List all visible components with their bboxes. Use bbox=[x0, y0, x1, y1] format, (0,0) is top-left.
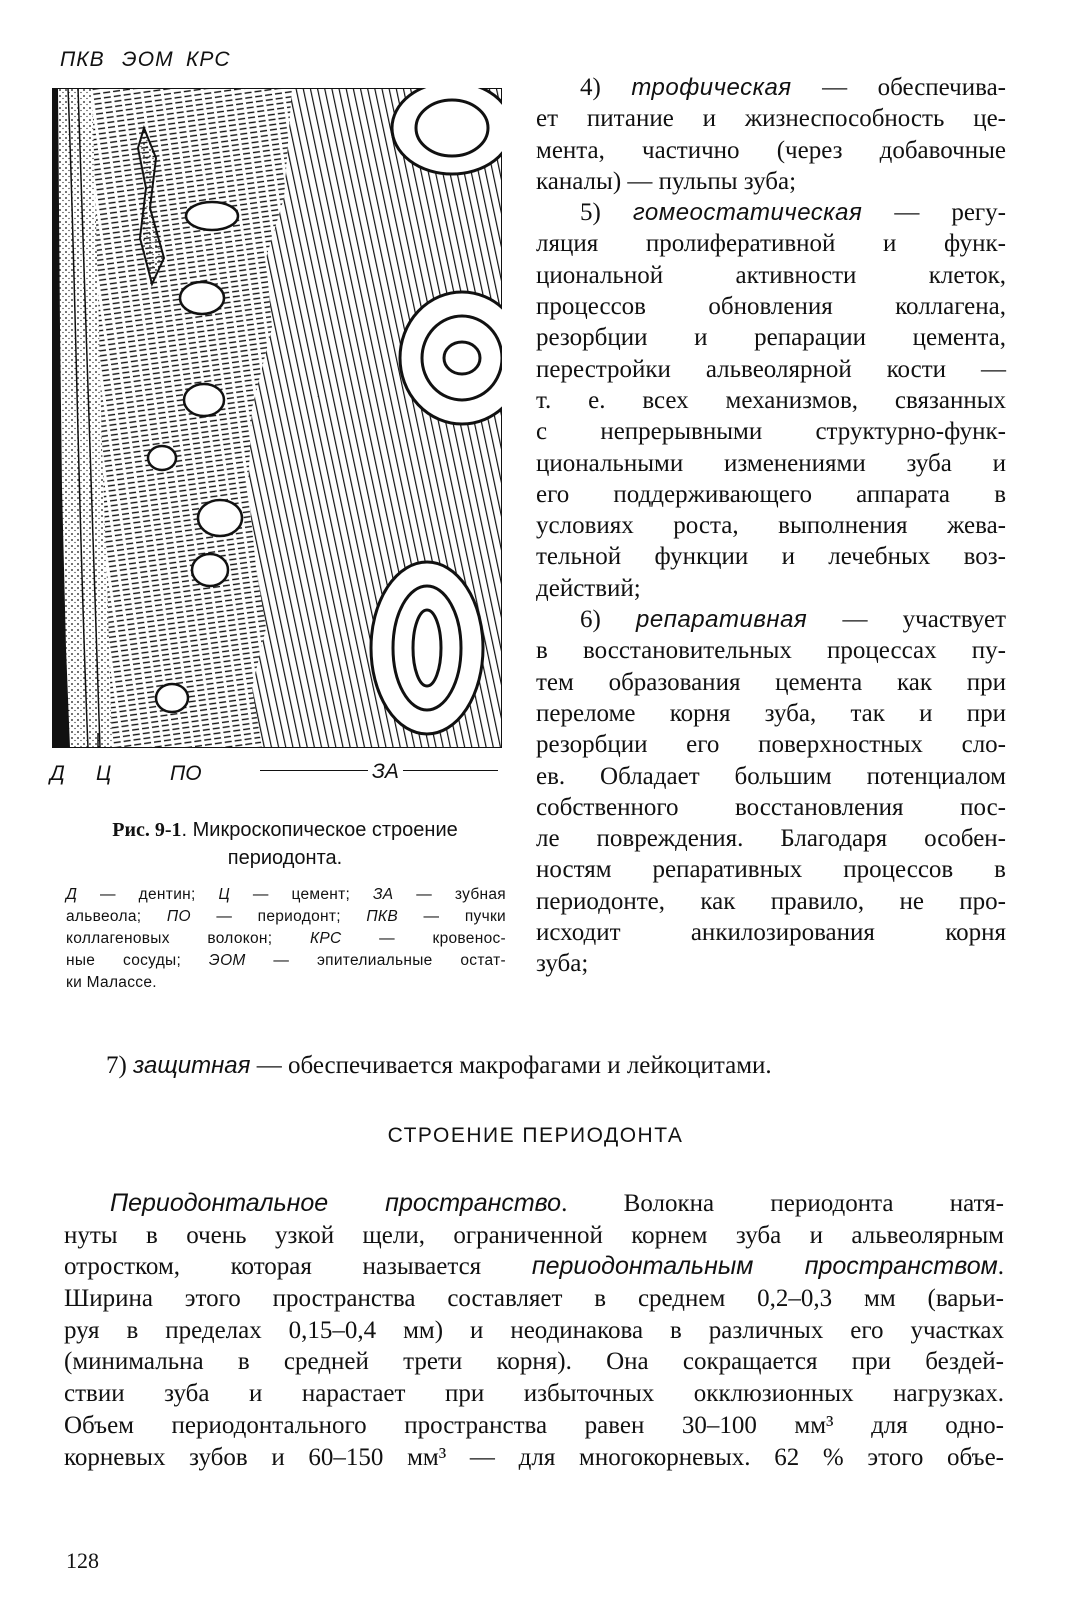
caption-number: Рис. 9-1 bbox=[112, 819, 182, 841]
text-line: Периодонтальное пространство. Волокна периодонта натя- bbox=[110, 1189, 1004, 1217]
figure-legend bbox=[66, 884, 506, 994]
legend-line: альвеола; ПО — периодонт; ПКВ — пучки bbox=[66, 908, 507, 925]
text-line: зуба; bbox=[536, 950, 589, 978]
caption-title: . Микроскопическое строение bbox=[181, 819, 458, 841]
text-line: его поддерживающего аппарата в bbox=[536, 480, 1006, 508]
text-line: мента, частично (через добавочные bbox=[536, 136, 1006, 164]
text-line: исходит анкилозирования корня bbox=[536, 919, 1006, 947]
label-ts: Ц bbox=[96, 762, 112, 785]
text-line: Объем периодонтального пространства равен 30–100 мм³ для одно- bbox=[64, 1411, 1004, 1439]
text-line: ляция пролиферативной и функ- bbox=[536, 230, 1006, 258]
text-line: циональными изменениями зуба и bbox=[536, 449, 1006, 477]
text-line: ностям репаративных процессов в bbox=[536, 856, 1006, 884]
text-line: (минимальна в средней трети корня). Она сокращается при бездей- bbox=[64, 1348, 1004, 1376]
label-krs: КРС bbox=[186, 48, 231, 71]
text-line: условиях роста, выполнения жева- bbox=[536, 512, 1006, 540]
text-line: действий; bbox=[536, 574, 641, 602]
section-heading: СТРОЕНИЕ ПЕРИОДОНТА bbox=[387, 1124, 684, 1147]
label-eom: ЭОМ bbox=[122, 48, 174, 71]
text-line: с непрерывными структурно-функ- bbox=[536, 418, 1006, 446]
page-number: 128 bbox=[66, 1548, 99, 1573]
text-line: ев. Обладает большим потенциалом bbox=[536, 762, 1006, 790]
text-line: тельной функции и лечебных воз- bbox=[536, 543, 1006, 571]
text-line: нуты в очень узкой щели, ограниченной корнем зуба и альвеолярным bbox=[64, 1221, 1004, 1249]
micrograph-illustration bbox=[52, 88, 502, 748]
label-po: ПО bbox=[170, 762, 202, 785]
text-line: собственного восстановления пос- bbox=[536, 793, 1006, 821]
label-d: Д bbox=[50, 762, 65, 785]
text-line: резорбции его поверхностных сло- bbox=[536, 731, 1006, 759]
text-line: руя в пределах 0,15–0,4 мм) и неодинакова в различных его участках bbox=[64, 1316, 1004, 1344]
text-line: ствии зуба и нарастает при избыточных окклюзионных нагрузках. bbox=[64, 1380, 1004, 1408]
text-line: перестройки альвеолярной кости — bbox=[536, 355, 1006, 383]
right-column-text bbox=[536, 72, 1006, 980]
legend-line: ные сосуды; ЭОМ — эпителиальные остат- bbox=[66, 952, 506, 969]
text-line: каналы) — пульпы зуба; bbox=[536, 167, 797, 195]
text-line: в восстановительных процессах пу- bbox=[536, 637, 1006, 665]
text-line: ет питание и жизнеспособность це- bbox=[536, 105, 1006, 133]
text-line: тем образования цемента как при bbox=[536, 668, 1006, 696]
text-line: корневых зубов и 60–150 мм³ — для многокорневых. 62 % этого объе- bbox=[64, 1443, 1004, 1471]
legend-line: Д — дентин; Ц — цемент; ЗА — зубная bbox=[66, 886, 506, 903]
legend-line: ки Малассе. bbox=[66, 974, 157, 991]
text-line: Ширина этого пространства составляет в среднем 0,2–0,3 мм (варьи- bbox=[64, 1285, 1004, 1313]
item7-number: 7) bbox=[106, 1052, 134, 1079]
caption-title-2: периодонта. bbox=[227, 847, 343, 869]
text-line: переломе корня зуба, так и при bbox=[536, 699, 1006, 727]
text-line: периодонте, как правило, не про- bbox=[536, 887, 1006, 915]
text-line: ле повреждения. Благодаря особен- bbox=[536, 825, 1006, 853]
text-line: 4) трофическая — обеспечива- bbox=[580, 74, 1007, 101]
text-line: процессов обновления коллагена, bbox=[536, 293, 1006, 321]
text-line: т. е. всех механизмов, связанных bbox=[536, 386, 1006, 414]
label-za: ЗА bbox=[368, 760, 403, 784]
text-line: 5) гомеостатическая — регу- bbox=[580, 199, 1006, 227]
item7-text: — обеспечивается макрофагами и лейкоцитами. bbox=[250, 1052, 772, 1079]
list-item-7 bbox=[106, 1052, 772, 1080]
text-line: отростком, которая называется периодонтальным пространством. bbox=[64, 1252, 1004, 1281]
item7-term: защитная bbox=[133, 1052, 251, 1079]
figure-caption bbox=[68, 816, 502, 872]
text-line: 6) репаративная — участвует bbox=[580, 606, 1006, 634]
text-line: резорбции и репарации цемента, bbox=[536, 324, 1006, 352]
legend-line: коллагеновых волокон; КРС — кровенос- bbox=[66, 930, 506, 947]
label-pkv: ПКВ bbox=[60, 48, 105, 71]
body-paragraph bbox=[64, 1188, 1004, 1473]
text-line: циональной активности клеток, bbox=[536, 261, 1006, 289]
